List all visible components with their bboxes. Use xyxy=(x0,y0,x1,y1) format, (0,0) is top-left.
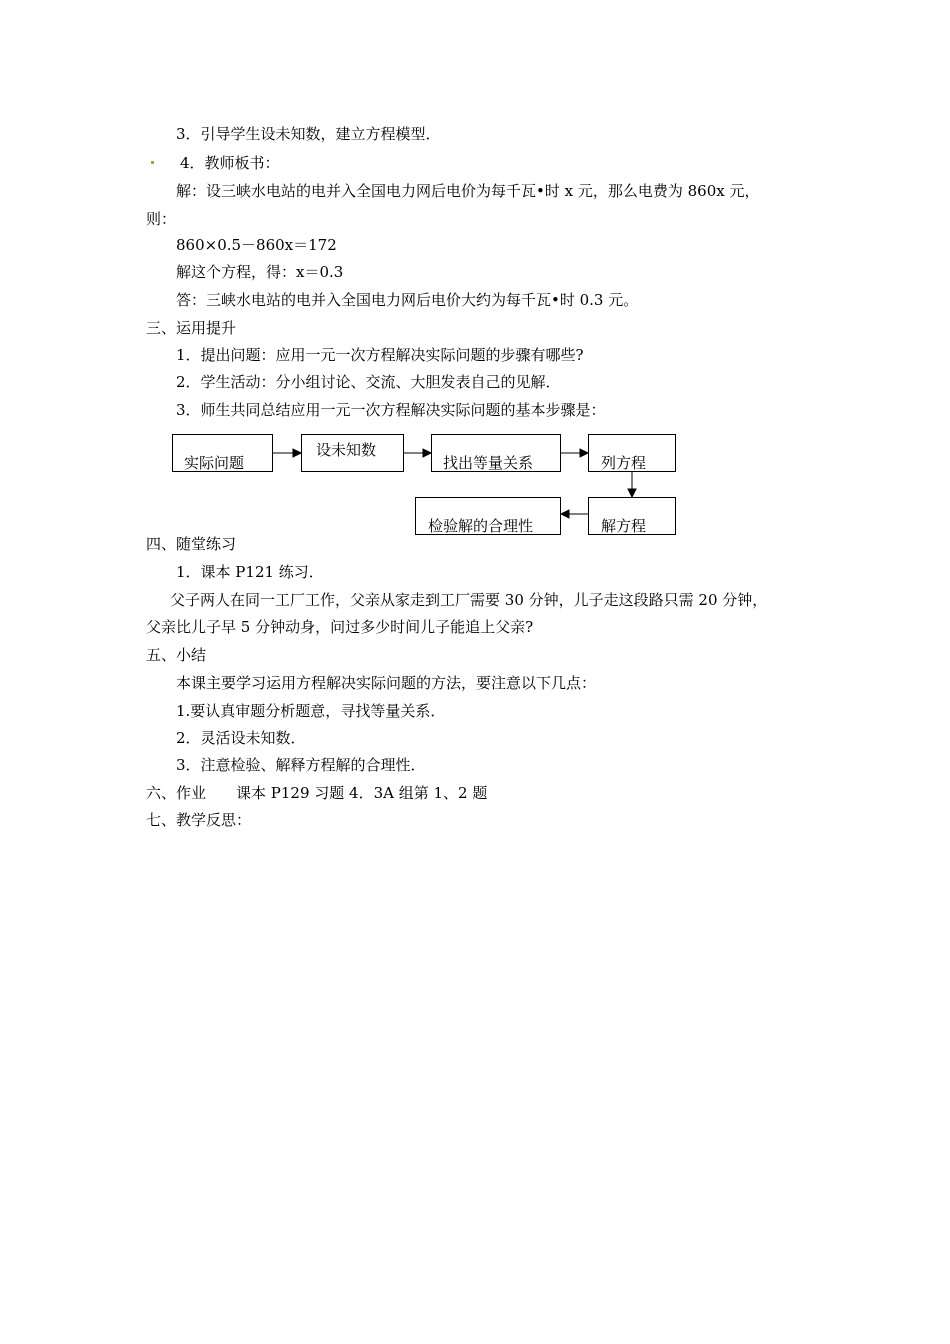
text-line-9: 1．提出问题：应用一元一次方程解决实际问题的步骤有哪些? xyxy=(176,346,584,364)
text-line-20: 3．注意检验、解释方程解的合理性． xyxy=(176,756,426,774)
arrow-head-left xyxy=(561,510,569,518)
text-line-17: 本课主要学习运用方程解决实际问题的方法，要注意以下几点： xyxy=(176,674,597,692)
text-line-2: 4．教师板书： xyxy=(180,154,280,172)
text-line-5: 860×0.5－860x＝172 xyxy=(176,236,337,254)
text-line-19: 2．灵活设未知数． xyxy=(176,729,306,747)
flow-step-label: 实际问题 xyxy=(184,454,245,472)
flow-step-label: 解方程 xyxy=(601,517,647,535)
section-heading-5: 五、小结 xyxy=(146,646,207,664)
text-line-14: 父子两人在同一工厂工作，父亲从家走到工厂需要 30 分钟，儿子走这段路只需 20 分钟， xyxy=(170,591,768,609)
flow-step-label: 设未知数 xyxy=(316,441,377,459)
text-line-7: 答：三峡水电站的电并入全国电力网后电价大约为每千瓦•时 0.3 元。 xyxy=(176,291,639,309)
text-line-15: 父亲比儿子早 5 分钟动身，问过多少时间儿子能追上父亲? xyxy=(146,618,534,636)
arrow-head-down xyxy=(628,489,636,497)
section-heading-6: 六、作业 课本 P129 习题 4．3A 组第 1、2 题 xyxy=(146,784,488,802)
text-line-4: 则： xyxy=(146,210,177,228)
arrow-head-right-2 xyxy=(423,449,431,457)
text-line-10: 2．学生活动：分小组讨论、交流、大胆发表自己的见解． xyxy=(176,373,561,391)
text-line-11: 3．师生共同总结应用一元一次方程解决实际问题的基本步骤是： xyxy=(176,401,606,419)
text-line-18: 1.要认真审题分析题意，寻找等量关系． xyxy=(176,702,446,720)
section-heading-3: 三、运用提升 xyxy=(146,319,237,337)
arrow-head-right-1 xyxy=(293,449,301,457)
text-line-3: 解：设三峡水电站的电并入全国电力网后电价为每千瓦•时 x 元，那么电费为 860x 元， xyxy=(176,182,760,200)
flow-step-label: 列方程 xyxy=(601,454,647,472)
section-heading-7: 七、教学反思： xyxy=(146,811,252,829)
text-line-6: 解这个方程，得：x＝0.3 xyxy=(176,263,344,281)
flow-step-label: 检验解的合理性 xyxy=(428,517,534,535)
flow-step-label: 找出等量关系 xyxy=(443,454,534,472)
text-line-13: 1．课本 P121 练习． xyxy=(176,563,324,581)
section-heading-4: 四、随堂练习 xyxy=(146,535,237,553)
text-line-1: 3．引导学生设未知数，建立方程模型． xyxy=(176,125,441,143)
arrow-head-right-3 xyxy=(580,449,588,457)
